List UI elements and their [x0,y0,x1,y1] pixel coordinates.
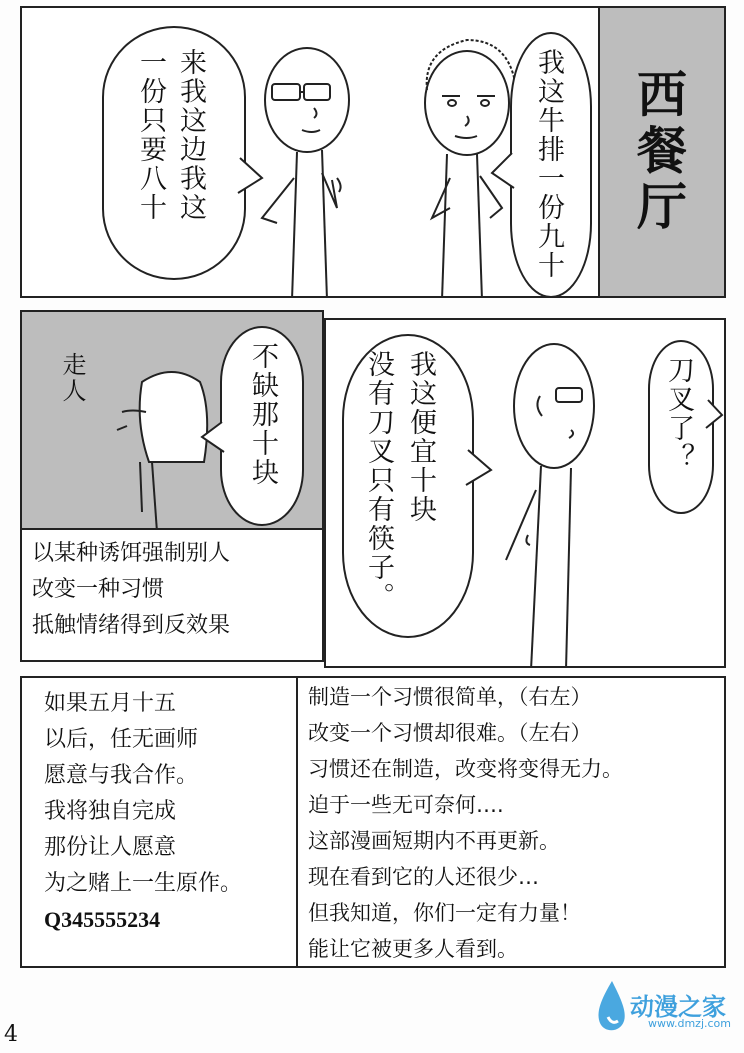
afterword-divider [296,678,298,968]
panel-walk-away [20,310,324,662]
bubble-left-line2: 一份只要八十 [135,48,166,222]
bubble-cheaper-line2: 没有刀叉只有筷子。 [363,350,394,611]
afterword-left-qq: Q345555234 [44,907,161,932]
bubble-fork-text: 刀叉了？ [663,356,694,472]
panel-restaurant-top [20,6,726,298]
page-number: 4 [4,1022,18,1047]
afterword-left-line-3: 愿意与我合作。 [44,763,199,788]
bubble-cheaper-line1: 我这便宜十块 [405,350,436,524]
afterword-left-line-5: 那份让人愿意 [44,835,177,860]
watermark-url: www.dmzj.com [648,1017,731,1030]
afterword-right-line-5: 这部漫画短期内不再更新。 [308,829,560,853]
afterword-left-line-2: 以后，任无画师 [44,727,199,752]
afterword-right-line-4: 迫于一些无可奈何…. [308,793,504,817]
afterword-left-line-4: 我将独自完成 [44,799,177,824]
afterword-right-line-2: 改变一个习惯却很难。（左右） [308,721,592,745]
afterword-left-line-6: 为之赌上一生原作。 [44,871,243,896]
watermark-name: 动漫之家 [630,993,726,1021]
afterword-right [308,680,623,968]
narration-line-2: 改变一种习惯 [32,577,165,602]
bubble-tail-right [22,8,726,298]
narration-box [20,528,324,662]
afterword-right-line-1: 制造一个习惯很简单，（右左） [308,685,592,709]
narration-line-3: 抵触情绪得到反效果 [32,613,231,638]
afterword-left [44,686,242,938]
panel-title: 西餐厅 [629,68,687,236]
bubble-no-need-text: 不缺那十块 [247,342,278,487]
droplet-icon [590,977,630,1037]
watermark [590,975,740,1045]
afterword-right-line-8: 能让它被更多人看到。 [308,937,518,961]
narration-line-1: 以某种诱饵强制别人 [32,541,231,566]
afterword-right-line-7: 但我知道，你们一定有力量！ [308,901,581,925]
bubble-right-text: 我这牛排一份九十 [533,48,564,280]
panel-cheaper-chopsticks [324,318,726,668]
caption-walk-away: 走人 [58,352,86,404]
bubble-left-line1: 来我这边我这 [175,48,206,222]
afterword-right-line-3: 习惯还在制造，改变将变得无力。 [308,757,623,781]
panel-afterword [20,676,726,968]
afterword-right-line-6: 现在看到它的人还很少… [308,865,539,889]
afterword-left-line-1: 如果五月十五 [44,691,177,716]
